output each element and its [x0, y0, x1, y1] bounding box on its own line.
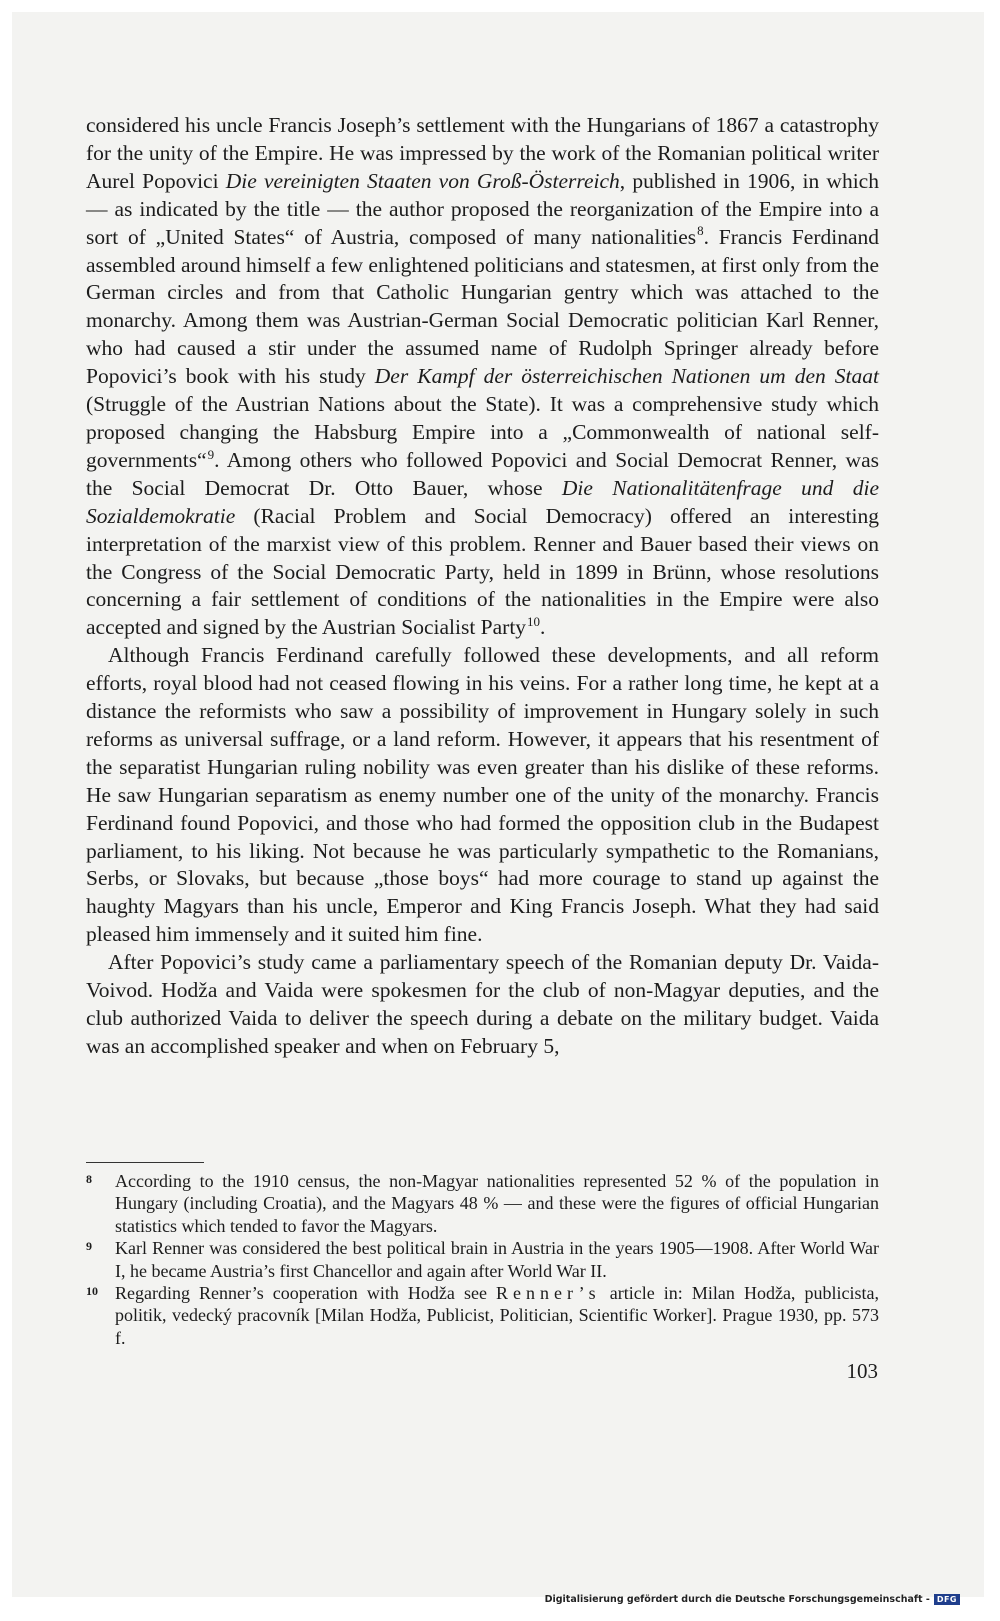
footnotes: [86, 1170, 879, 1349]
footnote-divider: [86, 1162, 204, 1163]
footnote-ref-10: 10: [527, 614, 541, 630]
text-run: .: [540, 615, 546, 640]
text-run: (Racial Problem and Social Democracy) offered an interesting interpretation of the marxist view of this problem. Renner and Bauer based their views on the Congress of the Social Democratic Party, held in 1899 in Brünn, whose resolutions concerning a fair settlement of conditions of the nationalities in the Empire were also accepted and signed by the Austrian Socialist Party: [86, 503, 879, 640]
footnote-ref-9: 9: [207, 446, 215, 462]
digitization-credit: [545, 1594, 960, 1605]
footnote-ref-8: 8: [697, 223, 704, 239]
text-run: , published in 1906, in which — as indicated by the title — the author proposed the reorganization of the Empire into a sort of „United States“ of Austria, composed of many nationalities: [86, 168, 879, 249]
paragraph-2: Although Francis Ferdinand carefully followed these developments, and all reform efforts, royal blood had not ceased flowing in his veins. For a rather long time, he kept at a distance the reformists who saw a possibility of improvement in Hungary solely in such reforms as universal suffrage, or a land reform. However, it appears that his resentment of the separatist Hungarian ruling nobility was even greater than his dislike of these reforms. He saw Hungarian separatism as enemy number one of the unity of the monarchy. Francis Ferdinand found Popovici, and those who had formed the opposition club in the Budapest parliament, to his liking. Not because he was particularly sympathetic to the Romanians, Serbs, or Slovaks, but because „those boys“ had more courage to stand up against the haughty Magyars than his uncle, Emperor and King Francis Joseph. What they had said pleased him immensely and it suited him fine.: [86, 643, 879, 947]
main-text: [86, 112, 879, 1061]
footnote-text: article in: Milan Hodža, publicista, politik, vedecký pracovník [Milan Hodža, Publicist, Politician, Scientific Worker]. Prague 1930, pp. 573 f.: [115, 1283, 879, 1348]
book-title-bauer: Die Nationalitätenfrage und die Sozialdemokratie: [86, 475, 879, 528]
text-run: (Struggle of the Austrian Nations about the State). It was a comprehensive study which proposed changing the Habsburg Empire into a „Commonwealth of national self-governments“: [86, 392, 879, 472]
footnote-text: Regarding Renner’s cooperation with Hodža see: [115, 1283, 497, 1304]
page-number: 103: [846, 1359, 878, 1383]
footnote-text: According to the 1910 census, the non-Magyar nationalities represented 52 % of the population in Hungary (including Croatia), and the Magyars 48 % — and these were the figures of official Hungarian statistics which tended to favor the Magyars.: [115, 1171, 879, 1236]
footnote-9: [86, 1237, 879, 1282]
text-run: considered his uncle Francis Joseph’s settlement with the Hungarians of 1867 a catastrophy for the unity of the Empire. He was impressed by the work of the Romanian political writer Aurel Popovici: [86, 113, 879, 193]
footnote-number: 10: [86, 1284, 98, 1299]
footnote-text: Karl Renner was considered the best political brain in Austria in the years 1905—1908. After World War I, he became Austria’s first Chancellor and again after World War II.: [115, 1238, 879, 1281]
text-run: . Francis Ferdinand assembled around himself a few enlightened politicians and statesmen, at first only from the German circles and from that Catholic Hungarian gentry which was attached to the monarchy. Among them was Austrian-German Social Democratic politician Karl Renner, who had caused a stir under the assumed name of Rudolph Springer already before Popovici’s book with his study: [86, 224, 880, 389]
paragraph-1: [86, 112, 879, 642]
text-run: . Among others who followed Popovici and Social Democrat Renner, was the Social Democrat Dr. Otto Bauer, whose: [86, 447, 879, 500]
dfg-logo: DFG: [934, 1594, 960, 1605]
credit-text: Digitalisierung gefördert durch die Deutsche Forschungsgemeinschaft -: [544, 1594, 930, 1605]
spaced-author-name: Renner’s: [496, 1283, 601, 1304]
paragraph-3: After Popovici’s study came a parliamentary speech of the Romanian deputy Dr. Vaida-Voivod. Hodža and Vaida were spokesmen for the club of non-Magyar deputies, and the club authorized Vaida to deliver the speech during a debate on the military budget. Vaida was an accomplished speaker and when on February 5,: [86, 950, 879, 1058]
book-title-popovici: Die vereinigten Staaten von Groß-Österreich: [225, 168, 620, 193]
book-title-renner: Der Kampf der österreichischen Nationen um den Staat: [374, 364, 879, 389]
footnote-number: 9: [86, 1239, 92, 1254]
footnote-number: 8: [86, 1172, 92, 1186]
footnote-8: [86, 1170, 879, 1237]
footnote-10: [86, 1282, 879, 1349]
